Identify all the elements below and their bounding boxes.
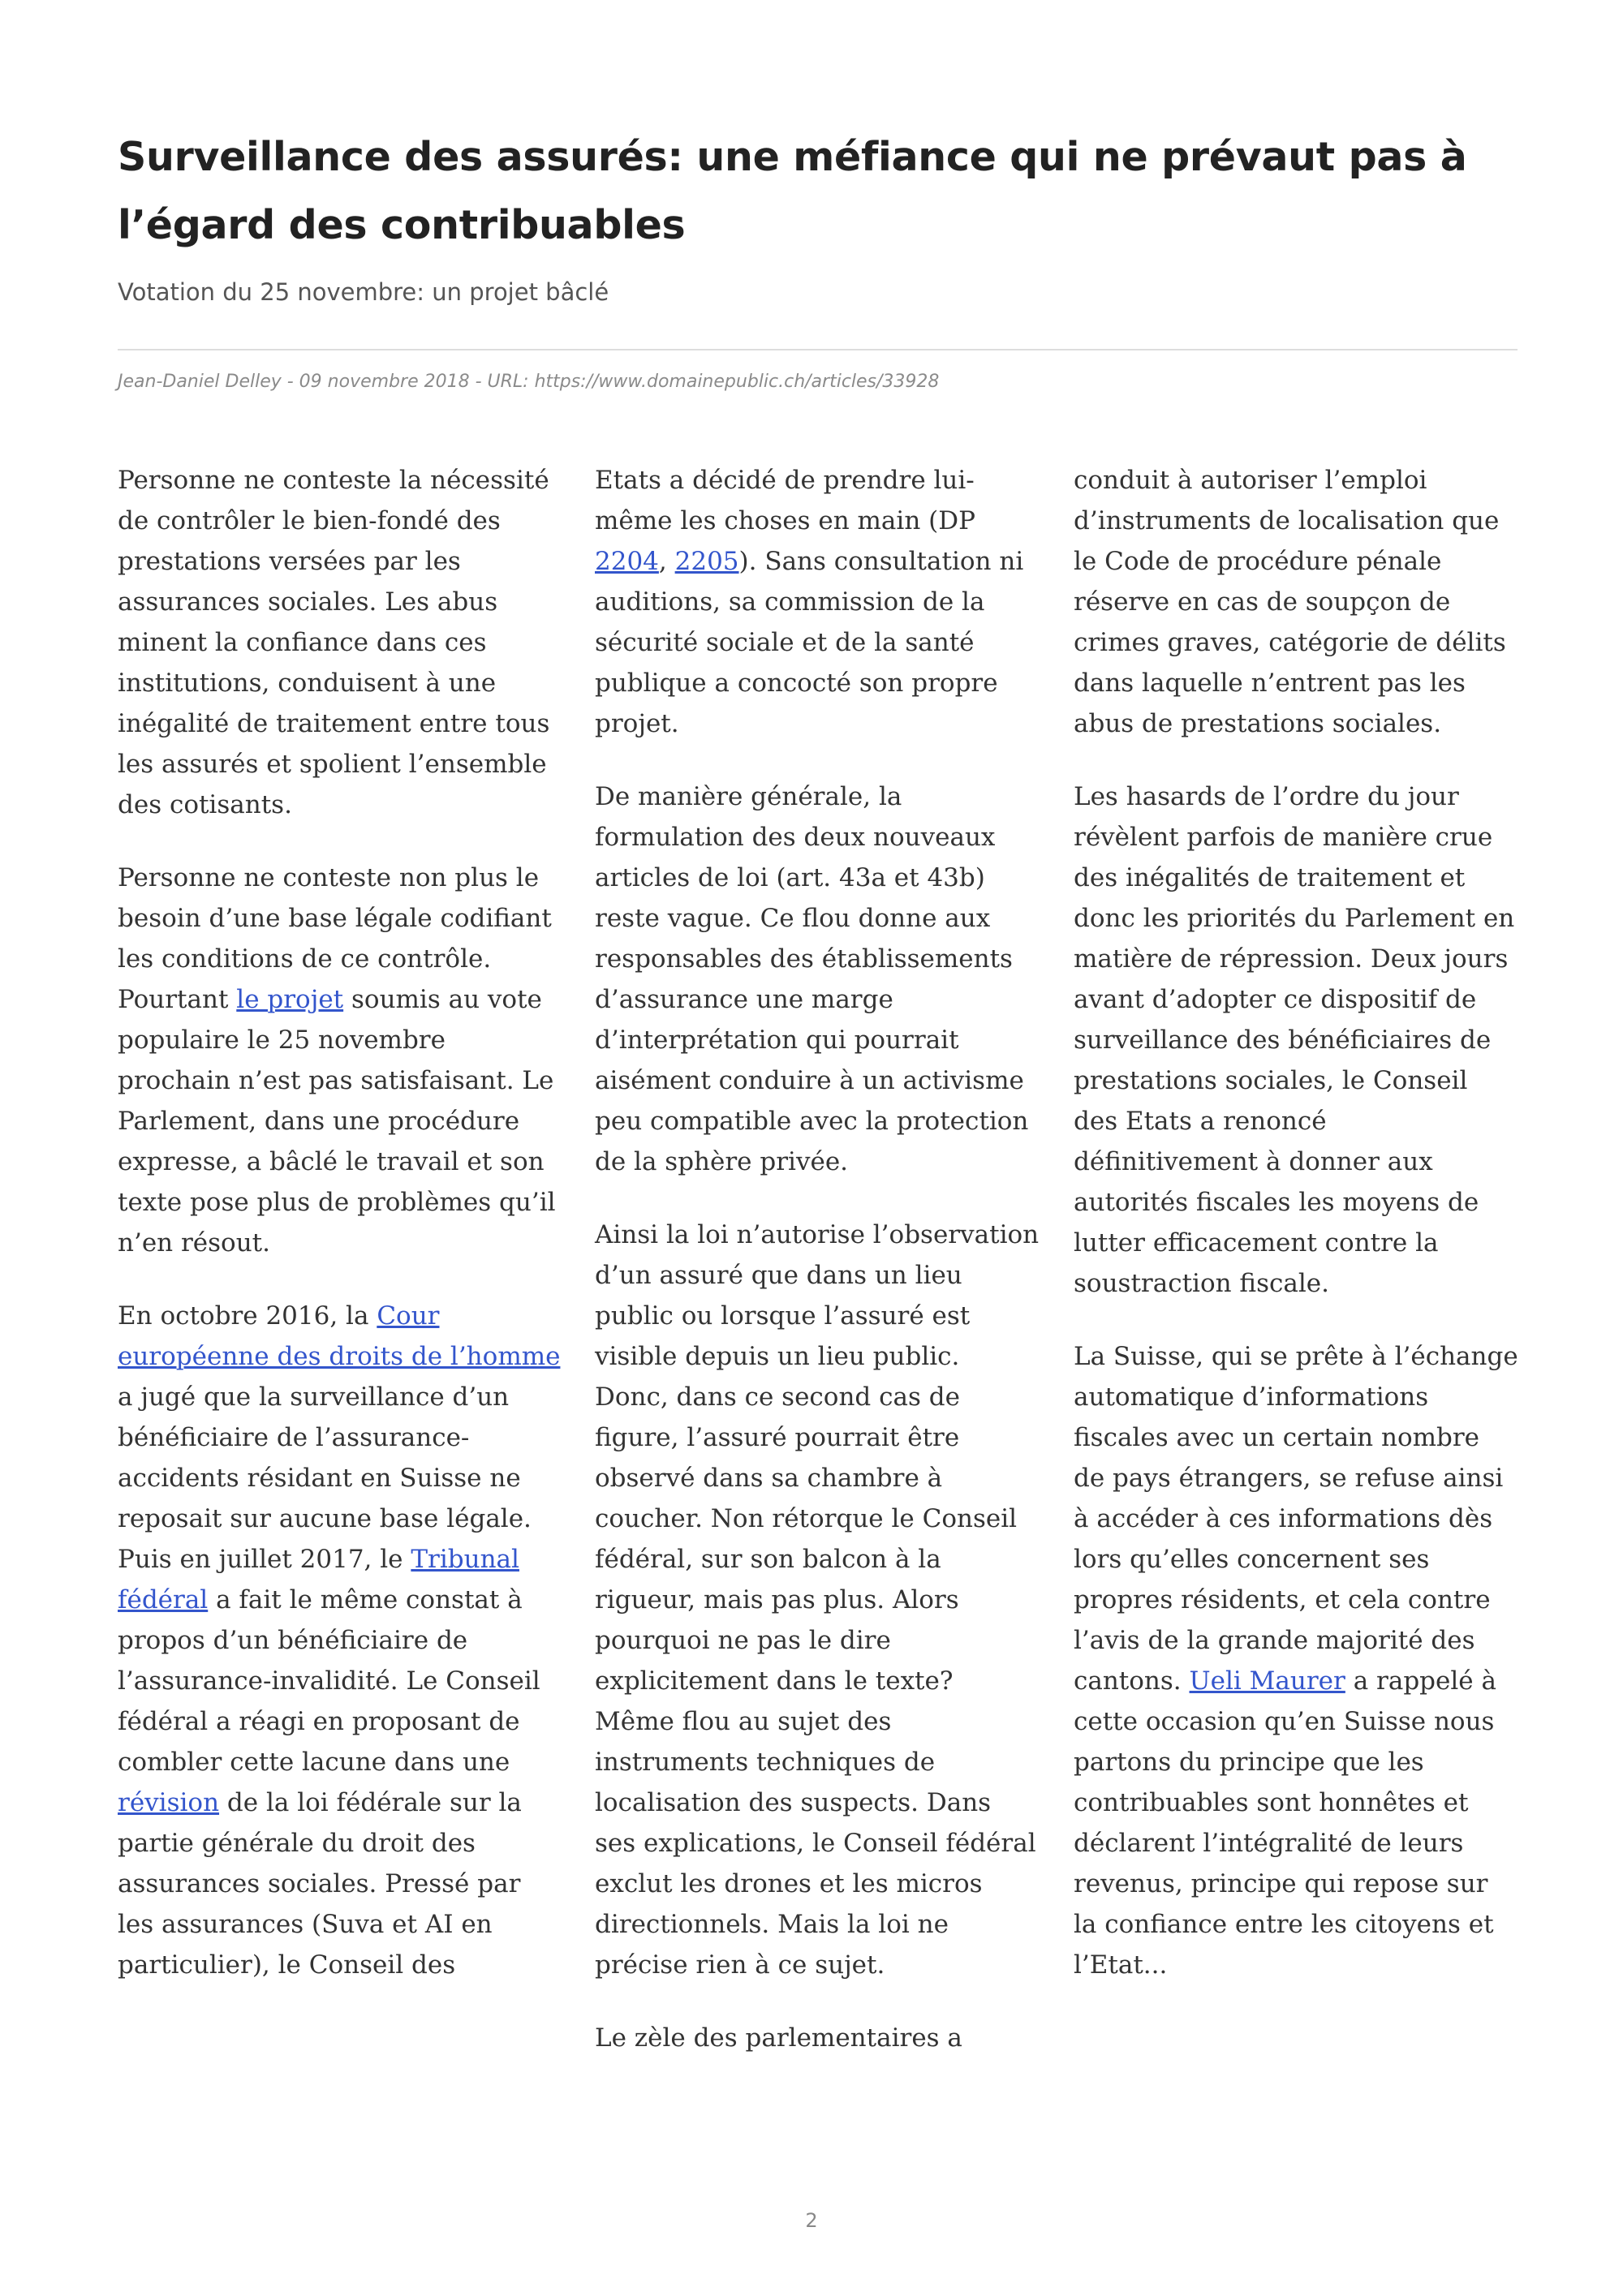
article-title: Surveillance des assurés: une méfiance qui ne prévaut pas à l’égard des contribuables [118,134,1467,248]
article-meta: Jean-Daniel Delley - 09 novembre 2018 - URL: https://www.domainepublic.ch/articles/33928 [118,372,940,392]
link-dp-2205[interactable]: 2205 [674,547,739,576]
link-le-projet[interactable]: le projet [236,985,344,1014]
paragraph-6: Le zèle des parlementaires a [595,2023,962,2053]
paragraph-1: Personne ne conteste la nécessité de contrôler le bien-fondé des prestations versées par les assurances sociales. Les abus minent la confiance dans ces institutions, conduisent à une inégalité de traitement entre tous les assurés et spolient l’ensemble des cotisants. [118,466,550,819]
text-column-2 [595,460,1040,2091]
link-dp-2204[interactable]: 2204 [595,547,659,576]
link-revision[interactable]: révision [118,1788,220,1817]
article-subtitle: Votation du 25 novembre: un projet bâclé [118,278,609,306]
paragraph-7: Les hasards de l’ordre du jour révèlent parfois de manière crue des inégalités de traitement et donc les priorités du Parlement en matière de répression. Deux jours avant d’adopter ce dispositif de surveillance des bénéficiaires de prestations sociales, le Conseil des Etats a renoncé définitivement à donner aux autorités fiscales les moyens de lutter efficacement contre la soustraction fiscale. [1074,782,1515,1298]
paragraph-5: Ainsi la loi n’autorise l’observation d’un assuré que dans un lieu public ou lorsque l’assuré est visible depuis un lieu public. Donc, dans ce second cas de figure, l’assuré pourrait être observé dans sa chambre à coucher. Non rétorque le Conseil fédéral, sur son balcon à la rigueur, mais pas plus. Alors pourquoi ne pas le dire explicitement dans le texte? Même flou au sujet des instruments techniques de localisation des suspects. Dans ses explications, le Conseil fédéral exclut les drones et les micros directionnels. Mais la loi ne précise rien à ce sujet. [595,1220,1040,1980]
paragraph-3-continued: Etats a décidé de prendre lui-même les choses en main (DP 2204, 2205). Sans consultation ni auditions, sa commission de la sécurité sociale et de la santé publique a concocté son propre projet. [595,466,1024,738]
link-tribunal-federal[interactable]: Tribunal fédéral [118,1545,519,1615]
header-divider [118,349,1518,350]
paragraph-8: La Suisse, qui se prête à l’échange automatique d’informations fiscales avec un certain nombre de pays étrangers, se refuse ainsi à accéder à ces informations dès lors qu’elles concernent ses propres résidents, et cela contre l’avis de la grande majorité des cantons. Ueli Maurer a rappelé à cette occasion qu’en Suisse nous partons du principe que les contribuables sont honnêtes et déclarent l’intégralité de leurs revenus, principe qui repose sur la confiance entre les citoyens et l’Etat... [1074,1342,1518,1980]
paragraph-6-continued: conduit à autoriser l’emploi d’instruments de localisation que le Code de procédure pénale réserve en cas de soupçon de crimes graves, catégorie de délits dans laquelle n’entrent pas les abus de prestations sociales. [1074,466,1506,738]
paragraph-2: Personne ne conteste non plus le besoin d’une base légale codifiant les conditions de ce contrôle. Pourtant le projet soumis au vote populaire le 25 novembre prochain n’est pas satisfaisant. Le Parlement, dans une procédure expresse, a bâclé le travail et son texte pose plus de problèmes qu’il n’en résout. [118,863,556,1258]
link-ueli-maurer[interactable]: Ueli Maurer [1189,1666,1345,1696]
page-number: 2 [805,2209,818,2232]
paragraph-3: En octobre 2016, la Cour européenne des droits de l’homme a jugé que la surveillance d’un bénéficiaire de l’assurance-accidents résidant en Suisse ne reposait sur aucune base légale. Puis en juillet 2017, le Tribunal fédéral a fait le même constat à propos d’un bénéficiaire de l’assurance-invalidité. Le Conseil fédéral a réagi en proposant de combler cette lacune dans une révision de la loi fédérale sur la partie générale du droit des assurances sociales. Pressé par les assurances (Suva et AI en particulier), le Conseil des [118,1301,561,1980]
paragraph-4: De manière générale, la formulation des deux nouveaux articles de loi (art. 43a et 43b) reste vague. Ce flou donne aux responsables des établissements d’assurance une marge d’interprétation qui pourrait aisément conduire à un activisme peu compatible avec la protection de la sphère privée. [595,782,1029,1176]
text-column-3 [1074,460,1518,2018]
text-column-1 [118,460,562,2018]
link-cour-europeenne[interactable]: Cour européenne des droits de l’homme [118,1301,561,1371]
